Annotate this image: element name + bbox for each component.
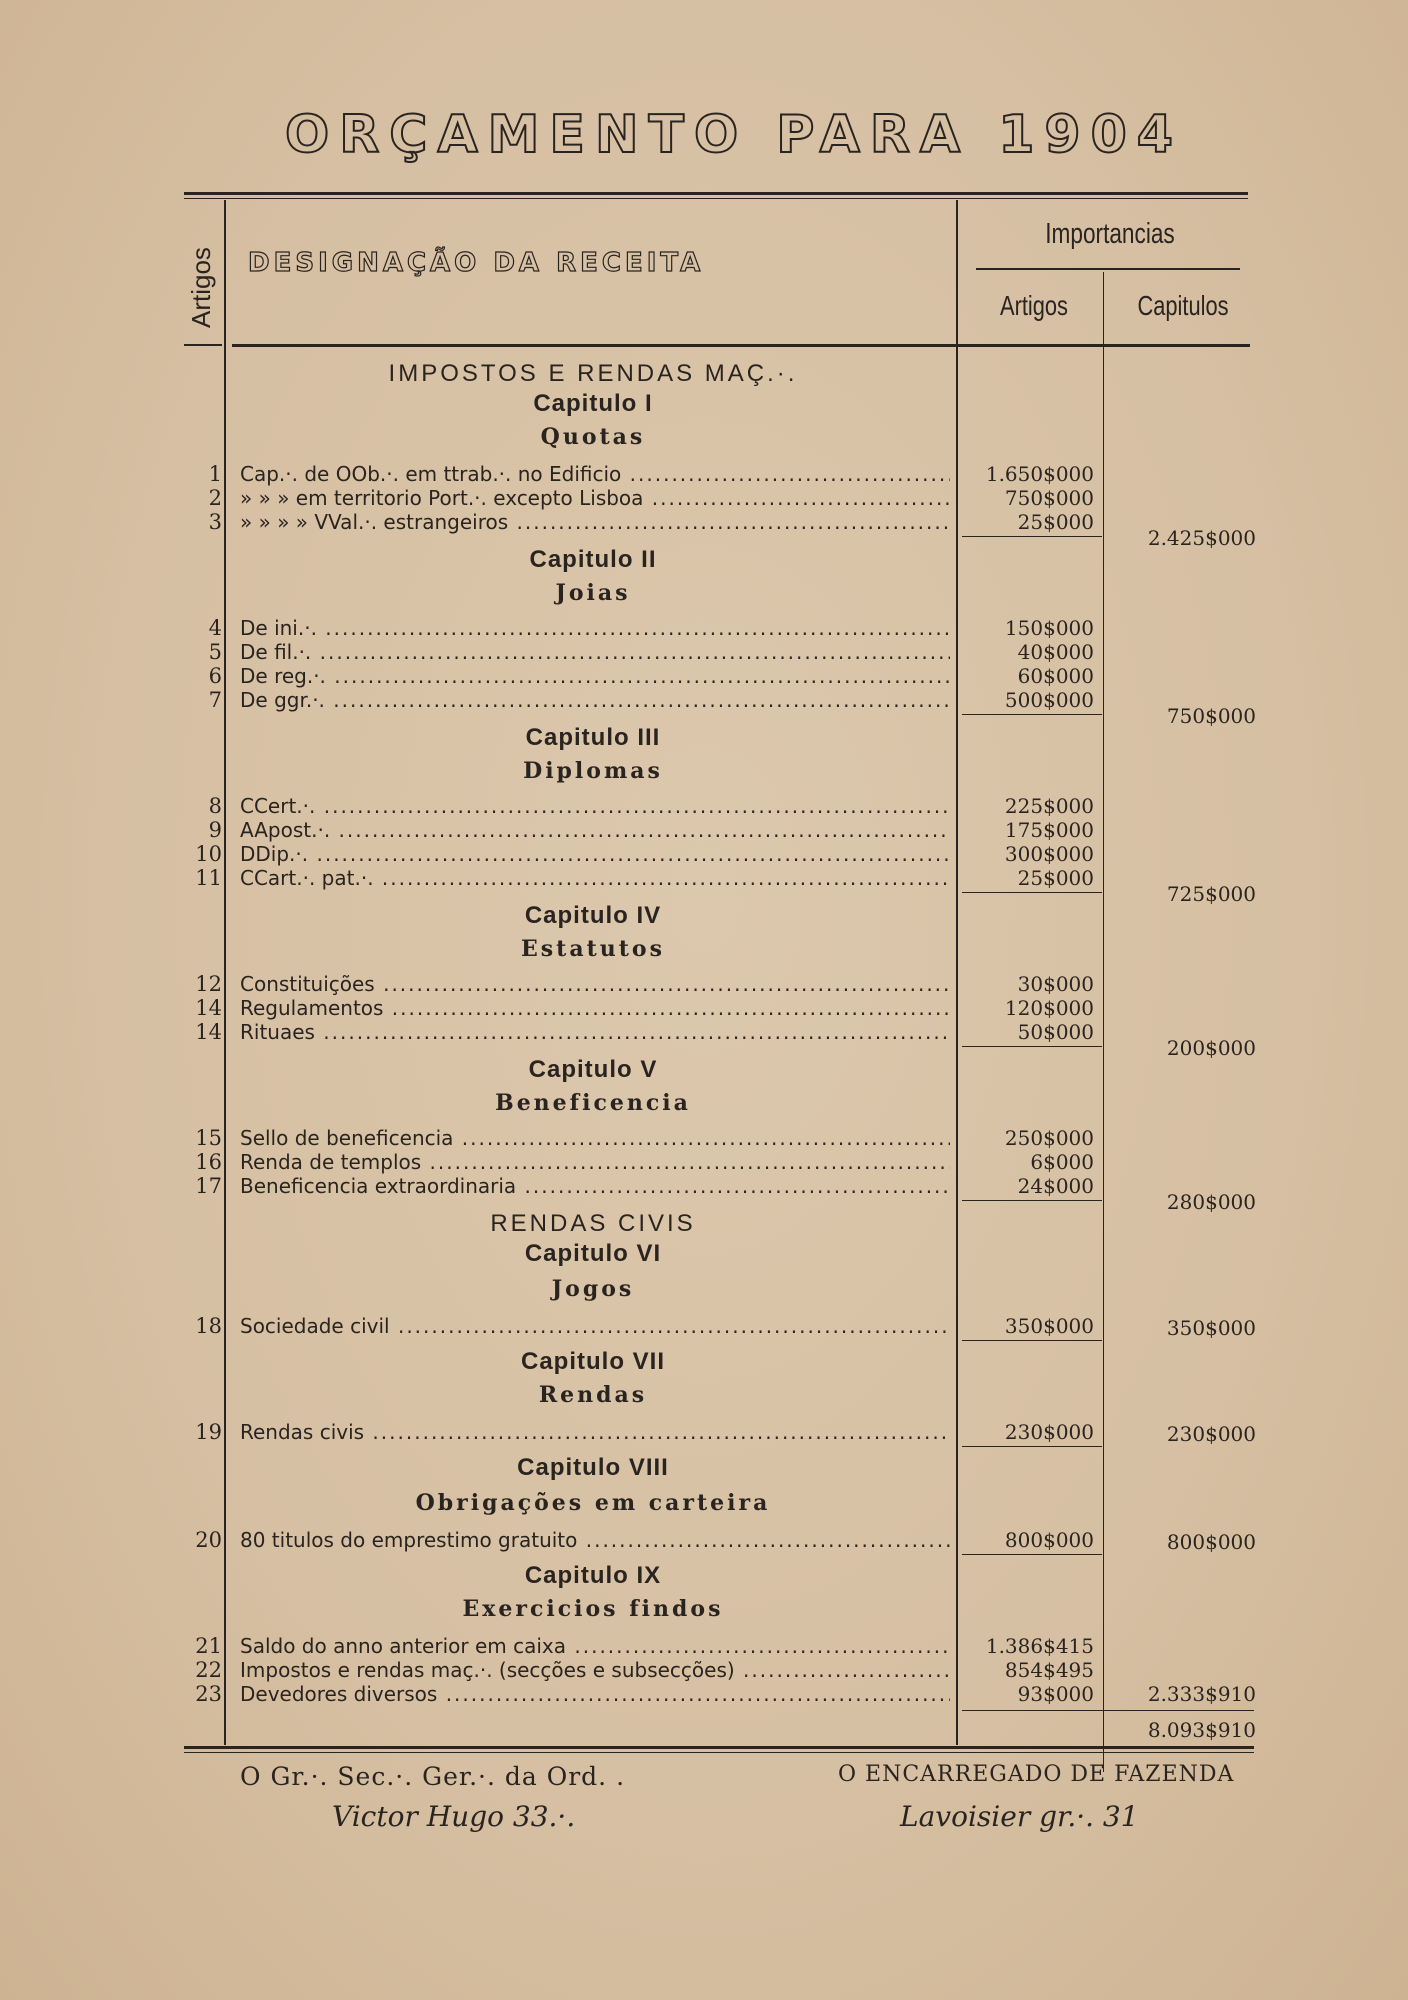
capitulo-2: Capitulo II [529,546,657,573]
table-row: 9 AApost.·. ..... 175$000 [0,818,1408,842]
subtotal-line [962,714,1102,715]
table-row: 2 » » » em territorio Port.·. excepto Lisboa ..... 750$000 [0,486,1408,510]
header-importancias: Importancias [1045,218,1175,250]
table-row: 14 Rituaes ..... 50$000 200$000 [0,1020,1408,1044]
capitulo-4-name: Estatutos [521,936,665,962]
subtotal-line [962,1710,1254,1711]
grand-total-row [0,1718,1408,1742]
header-col-artigos: Artigos [1000,290,1068,321]
table-row: 22 Impostos e rendas maç.·. (secções e subsecções) ..... 854$495 [0,1658,1408,1682]
capitulo-1-name: Quotas [540,424,646,450]
top-rule-thin [184,198,1248,199]
table-row: 6 De reg.·. ..... 60$000 [0,664,1408,688]
table-row: 21 Saldo do anno anterior em caixa ..... 1.386$415 [0,1634,1408,1658]
table-row: 10 DDip.·. ..... 300$000 [0,842,1408,866]
table-row: 12 Constituições ..... 30$000 [0,972,1408,996]
capitulo-9: Capitulo IX [524,1562,662,1589]
subtotal-line [962,1554,1102,1555]
header-col-capitulos: Capitulos [1137,290,1229,321]
capitulo-4: Capitulo IV [524,902,662,929]
capitulo-5: Capitulo V [528,1056,658,1083]
subtotal-line [962,1046,1102,1047]
capitulo-8-name: Obrigações em carteira [415,1490,771,1516]
page-title: ORÇAMENTO PARA 1904 [285,105,1183,165]
header-rule [232,344,1250,347]
subtotal-line [962,1200,1102,1201]
table-row: 7 De ggr.·. ..... 500$000 750$000 [0,688,1408,712]
table-row: 23 Devedores diversos ..... 93$000 2.333$910 [0,1682,1408,1706]
bottom-rule [184,1746,1254,1749]
subtotal-line [962,536,1102,537]
table-row: 1 Cap.·. de OOb.·. em ttrab.·. no Edificio ..... 1.650$000 [0,462,1408,486]
table-row: 14 Regulamentos ..... 120$000 [0,996,1408,1020]
header-designacao: DESIGNAÇÃO DA RECEITA [248,248,705,278]
table-row: 17 Beneficencia extraordinaria ..... 24$000 280$000 [0,1174,1408,1198]
table-row: 11 CCart.·. pat.·. ..... 25$000 725$000 [0,866,1408,890]
capitulo-3-name: Diplomas [523,758,663,784]
capitulo-2-name: Joias [555,580,631,606]
capitulo-9-name: Exercicios findos [462,1596,724,1622]
grand-total: 8.093$910 [1147,1718,1256,1742]
table-row: 16 Renda de templos ..... 6$000 [0,1150,1408,1174]
table-row: 15 Sello de beneficencia ..... 250$000 [0,1126,1408,1150]
capitulo-6-name: Jogos [551,1276,635,1302]
signature-name-right: Lavoisier gr.·. 31 [900,1800,1139,1833]
capitulo-1: Capitulo I [533,390,653,417]
signature-title-right: O ENCARREGADO DE FAZENDA [838,1762,1235,1787]
signature-title-left: O Gr.·. Sec.·. Ger.·. da Ord. . [240,1762,626,1791]
artigos-col-rule [184,344,222,346]
bottom-rule-thin [184,1752,1254,1753]
table-row: 8 CCert.·. ..... 225$000 [0,794,1408,818]
table-row: 3 » » » » VVal.·. estrangeiros ..... 25$000 2.425$000 [0,510,1408,534]
table-row: 5 De fil.·. ..... 40$000 [0,640,1408,664]
subtotal-line [962,1446,1102,1447]
capitulo-7: Capitulo VII [521,1348,665,1375]
capitulo-8: Capitulo VIII [517,1454,669,1481]
importancias-underline [976,268,1240,270]
table-row: 19 Rendas civis ..... 230$000 230$000 [0,1420,1408,1444]
subtotal-line [962,1340,1102,1341]
table-row: 4 De ini.·. ..... 150$000 [0,616,1408,640]
capitulo-7-name: Rendas [538,1382,648,1408]
capitulo-6: Capitulo VI [524,1240,662,1267]
capitulo-3: Capitulo III [525,724,661,751]
top-rule [184,192,1248,195]
signature-name-left: Victor Hugo 33.·. [332,1800,576,1833]
section-rendas-civis: RENDAS CIVIS [490,1210,696,1237]
table-row: 18 Sociedade civil ..... 350$000 350$000 [0,1314,1408,1338]
table-row: 20 80 titulos do emprestimo gratuito ..... 800$000 800$000 [0,1528,1408,1552]
document-page: ORÇAMENTO PARA 1904 Artigos DESIGNAÇÃO DA RECEITA Importancias Artigos Capitulos IMPOSTOS E RENDAS MAÇ.·. Capitulo I Quotas Capitulo II Joias Capitulo III Diplomas Capitulo IV Estatutos Capitulo V Beneficencia RENDAS CIVIS Capitulo VI Jogos Capitulo VII Rendas Capitulo VIII Obrigações em carteira Capitulo IX Exercicios findos 1 Cap.·. de OOb.·. em ttrab.·. no Edificio ..... 1.650$000 2 » » » em territorio Port.·. excepto Lisboa ..... 750$000 3 » » » » VVal.·. estrangeiros ..... 25$000 2.425$000 4 De ini.·. ..... 150$000 5 De fil.·. ..... 40$000 6 De reg.·. ..... 60$000 7 De ggr.·. ..... 500$000 750$000 8 CCert.·. ..... 225$000 9 AApost.·. ..... 175$000 10 DDip.·. ..... 300$000 11 CCart.·. pat.·. ..... 25$000 725$000 12 Constituições ..... 30$000 14 Regulamentos ..... 120$000 14 Rituaes ..... 50$000 200$000 15 Sello de beneficencia ..... 250$000 16 Renda de templos ..... 6$000 17 Beneficencia extraordinaria ..... 24$000 280$000 18 Sociedade civil ..... 350$000 350$000 19 Rendas civis ..... 230$000 230$000 20 80 titulos do emprestimo gratuito ..... 800$000 800$000 21 Saldo do anno anterior em caixa ..... 1.386$415 22 Impostos e rendas maç.·. (secções e subsecções) ..... 854$495 23 Devedores diversos ..... 93$000 2.333$910 8.093$910 O Gr.·. Sec.·. Ger.·. da Ord. . Victor Hugo 33.·. O ENCARREGADO DE FAZENDA Lavoisier gr.·. 31 [0,0,1408,2000]
section-impostos: IMPOSTOS E RENDAS MAÇ.·. [388,360,798,387]
capitulo-5-name: Beneficencia [495,1090,691,1116]
subtotal-line [962,892,1102,893]
